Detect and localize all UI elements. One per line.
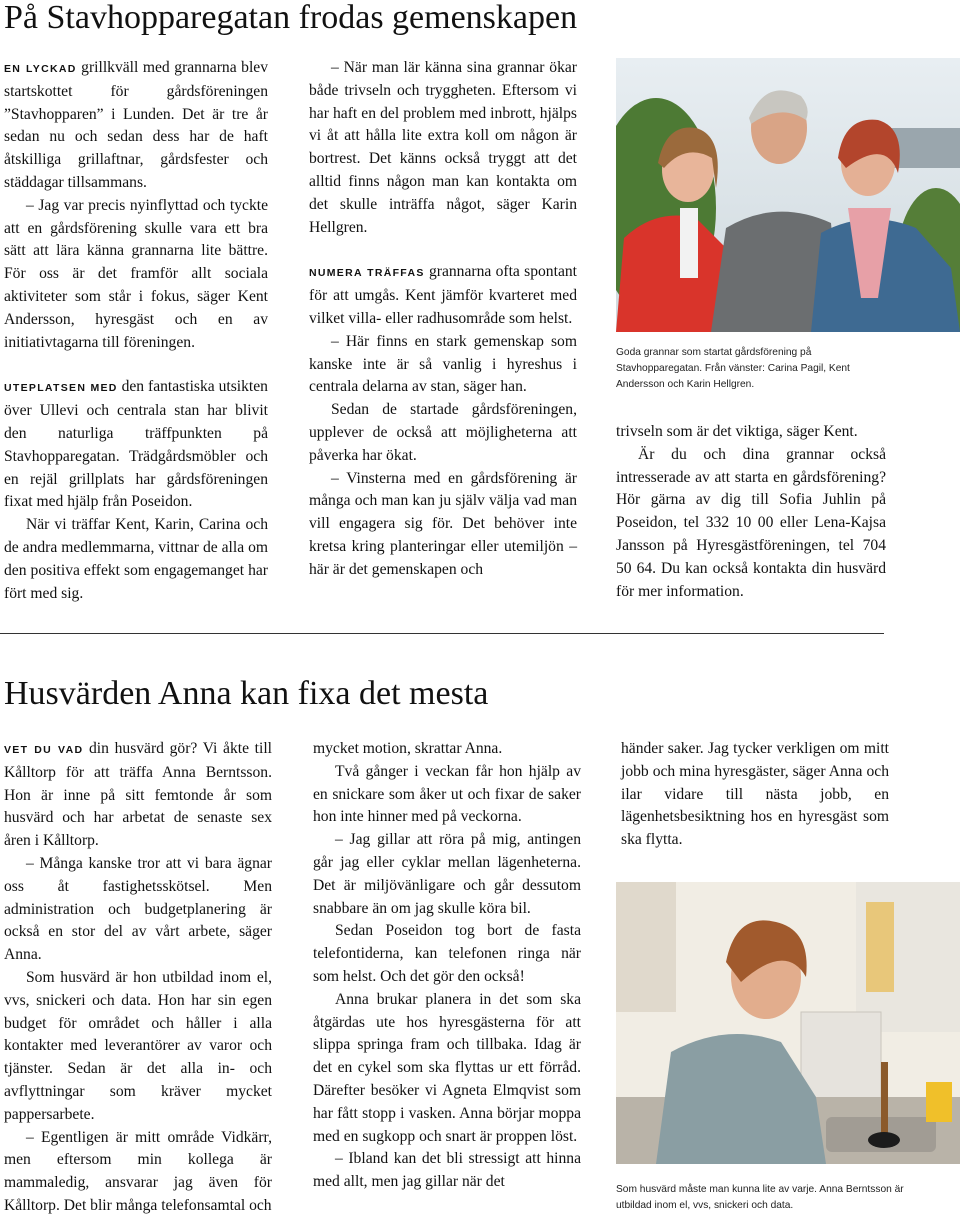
paragraph: NUMERA TRÄFFAS grannarna ofta spontant för att umgås. Kent jämför kvarteret med vilket villa- eller radhusområde som helst. bbox=[309, 263, 577, 327]
photo-caption: Goda grannar som startat gårdsförening på Stavhopparegatan. Från vänster: Carina Pagil, Kent Andersson och Karin Hellgren. bbox=[616, 347, 850, 390]
paragraph: Två gånger i veckan får hon hjälp av en snickare som åker ut och fixar de saker hon inte hinner med på veckorna. bbox=[313, 762, 581, 826]
article1-column-3 bbox=[616, 421, 886, 603]
lead-in: VET DU VAD bbox=[4, 744, 84, 756]
paragraph: EN LYCKAD grillkväll med grannarna blev startskottet för gårdsföreningen ”Stavhopparen” i Lunden. Det är tre år sedan nu och sedan dess har de haft åtskilliga grillaftnar, gårdsfester och städdagar tillsammans. bbox=[4, 59, 268, 191]
paragraph: – Jag var precis nyinflyttad och tyckte att en gårdsförening skulle vara ett bra sätt att lära känna grannarna lite bättre. För oss är det framför allt sociala aktiviteter som står i fokus, säger Kent Andersson, hyresgäst och en av initiativtagarna till föreningen. bbox=[4, 196, 268, 351]
photo-caption: Som husvärd måste man kunna lite av varje. Anna Berntsson är utbildad inom el, vvs, snickeri och data. bbox=[616, 1184, 904, 1211]
paragraph: När vi träffar Kent, Karin, Carina och de andra medlemmarna, vittnar de alla om den positiva effekt som engagemanget har fört med sig. bbox=[4, 516, 268, 602]
paragraph: UTEPLATSEN MED den fantastiska utsikten över Ullevi och centrala stan har blivit den naturliga träffpunkten på Stavhopparegatan. Trädgårdsmöbler och en rejäl grillplats har gårdsföreningen fixat med hjälp från Poseidon. bbox=[4, 378, 268, 511]
paragraph: – Många kanske tror att vi bara ägnar oss åt fastighetsskötsel. Men administration och budgetplanering är också en stor del av vårt arbete, säger Anna. bbox=[4, 854, 272, 964]
article-title: På Stavhopparegatan frodas gemenskapen bbox=[4, 0, 578, 36]
paragraph: VET DU VAD din husvärd gör? Vi åkte till Kålltorp för att träffa Anna Berntsson. Hon är inne på sitt femtonde år som husvärd och har arbetat de senaste sex åren i Kålltorp. bbox=[4, 740, 272, 850]
paragraph: Är du och dina grannar också intresserade av att starta en gårdsförening? Hör gärna av dig till Sofia Juhlin på Poseidon, tel 332 10 00 eller Lena-Kajsa Jansson på Hyresgästföreningen, tel 704 50 64. Du kan också kontakta din husvärd för mer information. bbox=[616, 445, 886, 600]
paragraph: händer saker. Jag tycker verkligen om mitt jobb och mina hyresgäster, säger Anna och ilar vidare till nästa jobb, en lägenhetsbesiktning hos en hyresgäst som ska flytta. bbox=[621, 740, 889, 849]
article2-column-2 bbox=[313, 738, 581, 1194]
article1-column-2 bbox=[309, 57, 577, 582]
article1-column-1 bbox=[4, 57, 268, 605]
paragraph: Som husvärd är hon utbildad inom el, vvs, snickeri och data. Hon har sin egen budget för området och håller i alla kontakter med leverantörer av varor och tjänster. Sedan är det alla in- och avflyttningar som kräver mycket pappersarbete. bbox=[4, 968, 272, 1123]
paragraph: – Egentligen är mitt område Vidkärr, men eftersom min kollega är mammaledig, ansvarar jag även för Kålltorp. Det blir många telefonsamtal och bbox=[4, 1128, 272, 1214]
paragraph: – Jag gillar att röra på mig, antingen går jag eller cyklar mellan lägenheterna. Det är miljövänligare och går dessutom snabbare än om jag skulle köra bil. bbox=[313, 831, 581, 917]
section-divider bbox=[0, 633, 884, 634]
paragraph: Anna brukar planera in det som ska åtgärdas ute hos hyresgästerna för att slippa springa fram och tillbaka. Idag är det en cykel som ska flyttas ur ett förråd. Därefter besöker vi Agneta Elmqvist som har fått stopp i vasken. Anna börjar moppa med en sugkopp och snart är proppen löst. bbox=[313, 990, 581, 1145]
lead-in: UTEPLATSEN MED bbox=[4, 382, 118, 395]
paragraph: – Ibland kan det bli stressigt att hinna med allt, men jag gillar när det bbox=[313, 1150, 581, 1191]
paragraph: trivseln som är det viktiga, säger Kent. bbox=[616, 423, 858, 440]
article2-column-1 bbox=[4, 738, 272, 1218]
article2-column-3 bbox=[621, 738, 889, 852]
paragraph: mycket motion, skrattar Anna. bbox=[313, 740, 503, 757]
paragraph: – När man lär känna sina grannar ökar både trivseln och tryggheten. Eftersom vi har haft en del problem med inbrott, hjälps vi åt att hålla lite extra koll om någon är bortrest. Det känns också tryggt att det alltid finns någon man kan kontakta om det skulle inträffa något, säger Karin Hellgren. bbox=[309, 59, 577, 236]
paragraph: Sedan de startade gårdsföreningen, upplever de också att möjligheterna att påverka har ökat. bbox=[309, 401, 577, 464]
paragraph: – Här finns en stark gemenskap som kanske inte är så vanlig i hyreshus i centrala delarna av stan, säger han. bbox=[309, 332, 577, 396]
article-title: Husvärden Anna kan fixa det mesta bbox=[4, 675, 489, 712]
neighbors-photo bbox=[616, 58, 960, 332]
lead-in: NUMERA TRÄFFAS bbox=[309, 267, 425, 280]
caretaker-photo bbox=[616, 882, 960, 1164]
paragraph: – Vinsterna med en gårdsförening är många och man kan ju själv välja vad man vill engagera sig för. Det behöver inte kretsa kring planteringar eller utemiljön – här är det gemenskapen och bbox=[309, 469, 577, 578]
lead-in: EN LYCKAD bbox=[4, 63, 77, 75]
paragraph: Sedan Poseidon tog bort de fasta telefontiderna, kan telefonen ringa när som helst. Och det gör den också! bbox=[313, 922, 581, 985]
